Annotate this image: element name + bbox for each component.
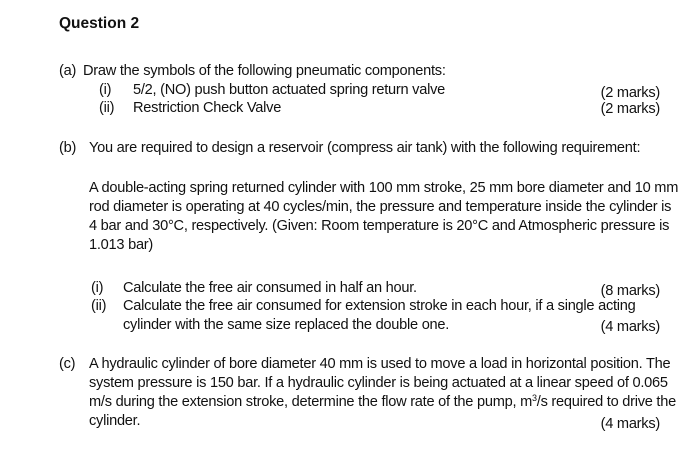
part-b-item-2-marks: (4 marks) — [600, 319, 660, 335]
part-c-line-3-post: /s required to drive the — [536, 394, 676, 410]
part-c-line-3-superscript: 3 — [532, 393, 537, 403]
part-c-line-3 — [89, 394, 676, 410]
part-a-label: (a) — [59, 63, 77, 79]
part-b-paragraph-line-1: A double-acting spring returned cylinder with 100 mm stroke, 25 mm bore diameter and 10 mm — [89, 180, 679, 196]
part-a-item-1-marks: (2 marks) — [600, 85, 660, 101]
part-b-paragraph-line-4: 1.013 bar) — [89, 237, 154, 253]
part-c-label: (c) — [59, 356, 76, 372]
part-b-item-2-number: (ii) — [91, 298, 107, 314]
part-c-line-2: system pressure is 150 bar. If a hydraulic cylinder is being actuated at a linear speed of 0.065 — [89, 375, 668, 391]
part-b-item-1-text: Calculate the free air consumed in half an hour. — [123, 280, 417, 296]
part-b-prompt: You are required to design a reservoir (compress air tank) with the following requirement: — [89, 140, 641, 156]
part-b-paragraph-line-2: rod diameter is operating at 40 cycles/min, the pressure and temperature inside the cylinder is — [89, 199, 672, 215]
question-title: Question 2 — [59, 15, 140, 32]
part-b-item-1-marks: (8 marks) — [600, 283, 660, 299]
part-c-line-3-pre: m/s during the extension stroke, determine the flow rate of the pump, m — [89, 394, 532, 410]
part-b-label: (b) — [59, 140, 77, 156]
part-b-item-1-number: (i) — [91, 280, 104, 296]
part-a-item-1-number: (i) — [99, 82, 112, 98]
part-b-paragraph-line-3: 4 bar and 30°C, respectively. (Given: Room temperature is 20°C and Atmospheric pressure is — [89, 218, 670, 234]
part-c-line-4: cylinder. — [89, 413, 141, 429]
part-c-marks: (4 marks) — [600, 416, 660, 432]
part-a-prompt: Draw the symbols of the following pneumatic components: — [83, 63, 446, 79]
part-a-item-2-number: (ii) — [99, 100, 115, 116]
part-b-item-2-text: Calculate the free air consumed for extension stroke in each hour, if a single acting — [123, 298, 636, 314]
part-a-item-2-text: Restriction Check Valve — [133, 100, 282, 116]
part-a-item-2-marks: (2 marks) — [600, 101, 660, 117]
part-a-item-1-text: 5/2, (NO) push button actuated spring return valve — [133, 82, 445, 98]
part-c-line-1: A hydraulic cylinder of bore diameter 40 mm is used to move a load in horizontal position. The — [89, 356, 671, 372]
part-b-item-2-text-line-2: cylinder with the same size replaced the double one. — [123, 317, 450, 333]
